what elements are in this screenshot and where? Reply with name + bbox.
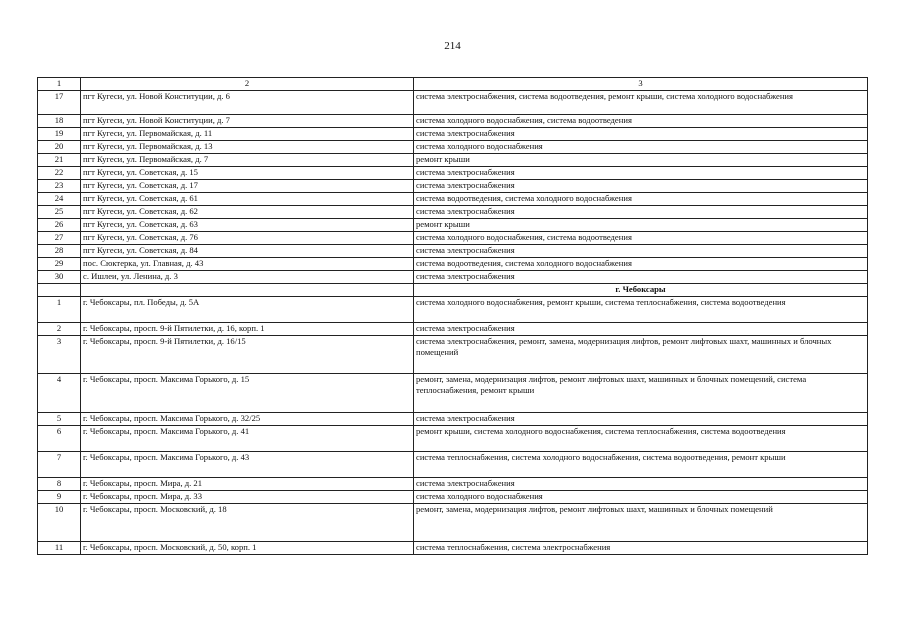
section-spacer	[81, 283, 414, 296]
row-address: г. Чебоксары, пл. Победы, д. 5А	[81, 296, 414, 322]
row-works: ремонт крыши	[414, 153, 868, 166]
table-row	[38, 270, 868, 283]
row-address: г. Чебоксары, просп. Московский, д. 18	[81, 503, 414, 541]
row-number: 3	[38, 335, 81, 373]
row-address: г. Чебоксары, просп. Мира, д. 21	[81, 477, 414, 490]
row-address: пгт Кугеси, ул. Советская, д. 62	[81, 205, 414, 218]
page-number: 214	[444, 40, 461, 52]
row-number: 4	[38, 373, 81, 412]
table-row	[38, 322, 868, 335]
row-number: 29	[38, 257, 81, 270]
row-number: 26	[38, 218, 81, 231]
row-works: система электроснабжения	[414, 179, 868, 192]
table-row	[38, 179, 868, 192]
row-works: система электроснабжения	[414, 477, 868, 490]
row-number: 24	[38, 192, 81, 205]
row-address: с. Ишлеи, ул. Ленина, д. 3	[81, 270, 414, 283]
row-works: система электроснабжения, система водоотведения, ремонт крыши, система холодного водоснабжения	[414, 90, 868, 114]
row-number: 19	[38, 127, 81, 140]
row-works: система электроснабжения	[414, 166, 868, 179]
row-works: система электроснабжения, ремонт, замена, модернизация лифтов, ремонт лифтовых шахт, машинных и блочных помещений	[414, 335, 868, 373]
row-address: пгт Кугеси, ул. Советская, д. 17	[81, 179, 414, 192]
row-works: система электроснабжения	[414, 270, 868, 283]
row-address: г. Чебоксары, просп. Максима Горького, д. 32/25	[81, 412, 414, 425]
row-address: г. Чебоксары, просп. 9-й Пятилетки, д. 16/15	[81, 335, 414, 373]
row-number: 17	[38, 90, 81, 114]
row-works: система электроснабжения	[414, 412, 868, 425]
row-number: 25	[38, 205, 81, 218]
section-spacer	[38, 283, 81, 296]
header-col-1: 1	[38, 78, 81, 91]
row-address: г. Чебоксары, просп. Мира, д. 33	[81, 490, 414, 503]
row-number: 27	[38, 231, 81, 244]
row-address: пгт Кугеси, ул. Советская, д. 84	[81, 244, 414, 257]
row-works: ремонт крыши, система холодного водоснабжения, система теплоснабжения, система водоотведения	[414, 425, 868, 451]
section-row	[38, 283, 868, 296]
table-row	[38, 373, 868, 412]
row-works: ремонт, замена, модернизация лифтов, ремонт лифтовых шахт, машинных и блочных помещений, система теплоснабжения, ремонт крыши	[414, 373, 868, 412]
row-number: 1	[38, 296, 81, 322]
row-works: система теплоснабжения, система холодного водоснабжения, система водоотведения, ремонт крыши	[414, 451, 868, 477]
row-works: система водоотведения, система холодного водоснабжения	[414, 192, 868, 205]
row-address: пгт Кугеси, ул. Первомайская, д. 7	[81, 153, 414, 166]
row-works: система электроснабжения	[414, 322, 868, 335]
row-address: пгт Кугеси, ул. Первомайская, д. 13	[81, 140, 414, 153]
table-row	[38, 412, 868, 425]
row-works: система электроснабжения	[414, 244, 868, 257]
header-col-2: 2	[81, 78, 414, 91]
row-number: 9	[38, 490, 81, 503]
row-works: система холодного водоснабжения	[414, 490, 868, 503]
row-address: г. Чебоксары, просп. 9-й Пятилетки, д. 16, корп. 1	[81, 322, 414, 335]
row-address: г. Чебоксары, просп. Максима Горького, д. 41	[81, 425, 414, 451]
table-row	[38, 218, 868, 231]
row-number: 5	[38, 412, 81, 425]
row-works: ремонт, замена, модернизация лифтов, ремонт лифтовых шахт, машинных и блочных помещений	[414, 503, 868, 541]
row-number: 28	[38, 244, 81, 257]
table-row	[38, 140, 868, 153]
row-number: 30	[38, 270, 81, 283]
table-row	[38, 114, 868, 127]
table-row	[38, 192, 868, 205]
table-row	[38, 231, 868, 244]
row-address: г. Чебоксары, просп. Московский, д. 50, корп. 1	[81, 541, 414, 554]
row-number: 11	[38, 541, 81, 554]
row-address: пгт Кугеси, ул. Первомайская, д. 11	[81, 127, 414, 140]
table-row	[38, 490, 868, 503]
register-table	[37, 77, 868, 555]
row-number: 8	[38, 477, 81, 490]
row-works: система электроснабжения	[414, 127, 868, 140]
row-works: система водоотведения, система холодного водоснабжения	[414, 257, 868, 270]
table-row	[38, 90, 868, 114]
table-row	[38, 425, 868, 451]
table-row	[38, 296, 868, 322]
row-works: система теплоснабжения, система электроснабжения	[414, 541, 868, 554]
row-works: система электроснабжения	[414, 205, 868, 218]
row-address: пгт Кугеси, ул. Советская, д. 76	[81, 231, 414, 244]
table-row	[38, 244, 868, 257]
row-address: пос. Сюктерка, ул. Главная, д. 43	[81, 257, 414, 270]
row-number: 2	[38, 322, 81, 335]
row-number: 6	[38, 425, 81, 451]
row-number: 21	[38, 153, 81, 166]
row-number: 18	[38, 114, 81, 127]
row-number: 22	[38, 166, 81, 179]
row-address: пгт Кугеси, ул. Советская, д. 61	[81, 192, 414, 205]
row-address: пгт Кугеси, ул. Советская, д. 63	[81, 218, 414, 231]
table-row	[38, 335, 868, 373]
row-address: пгт Кугеси, ул. Новой Конституции, д. 7	[81, 114, 414, 127]
row-address: г. Чебоксары, просп. Максима Горького, д. 43	[81, 451, 414, 477]
row-number: 20	[38, 140, 81, 153]
row-works: система холодного водоснабжения, система водоотведения	[414, 231, 868, 244]
section-title: г. Чебоксары	[414, 283, 868, 296]
row-address: пгт Кугеси, ул. Новой Конституции, д. 6	[81, 90, 414, 114]
row-number: 23	[38, 179, 81, 192]
table-row	[38, 257, 868, 270]
table-row	[38, 477, 868, 490]
row-address: г. Чебоксары, просп. Максима Горького, д. 15	[81, 373, 414, 412]
table-header-row	[38, 78, 868, 91]
table-row	[38, 127, 868, 140]
table-row	[38, 153, 868, 166]
row-works: система холодного водоснабжения	[414, 140, 868, 153]
row-number: 10	[38, 503, 81, 541]
table-row	[38, 205, 868, 218]
row-number: 7	[38, 451, 81, 477]
table-row	[38, 166, 868, 179]
row-address: пгт Кугеси, ул. Советская, д. 15	[81, 166, 414, 179]
table-row	[38, 451, 868, 477]
row-works: ремонт крыши	[414, 218, 868, 231]
table-row	[38, 503, 868, 541]
header-col-3: 3	[414, 78, 868, 91]
table-row	[38, 541, 868, 554]
row-works: система холодного водоснабжения, система водоотведения	[414, 114, 868, 127]
row-works: система холодного водоснабжения, ремонт крыши, система теплоснабжения, система водоотведения	[414, 296, 868, 322]
